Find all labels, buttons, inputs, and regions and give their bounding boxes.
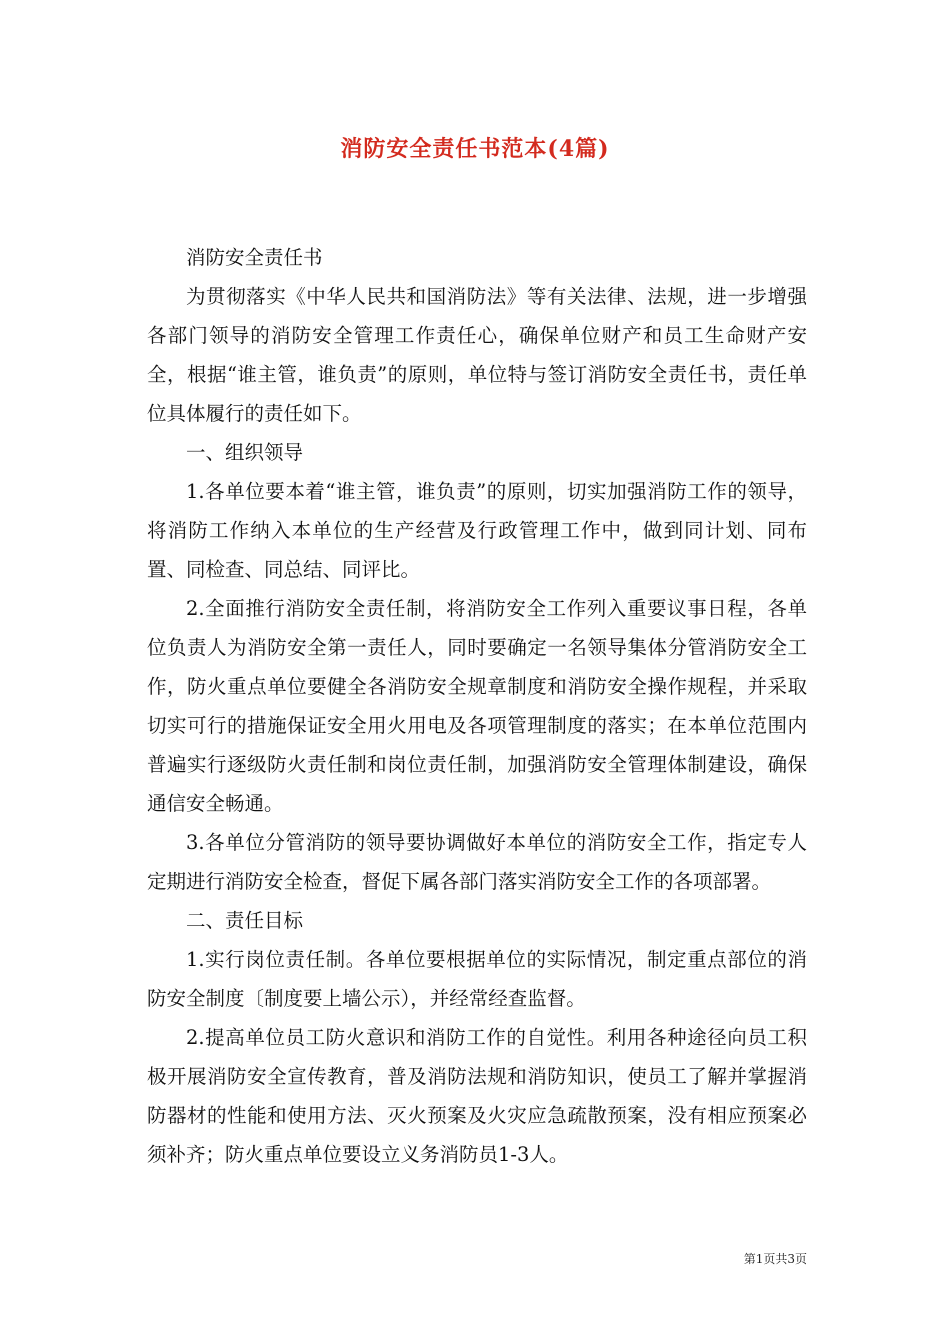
page-number: 第1页共3页 — [743, 1252, 807, 1266]
paragraph-item-2-1: 1.实行岗位责任制。各单位要根据单位的实际情况，制定重点部位的消防安全制度〔制度要上墙公示），并经常经查监督。 — [147, 948, 807, 1010]
heading-organization-leadership: 一、组织领导 — [186, 441, 304, 464]
paragraph-item-1-1: 1.各单位要本着“谁主管，谁负责”的原则，切实加强消防工作的领导，将消防工作纳入本单位的生产经营及行政管理工作中，做到同计划、同布置、同检查、同总结、同评比。 — [147, 480, 807, 581]
paragraph-item-1-3: 3.各单位分管消防的领导要协调做好本单位的消防安全工作，指定专人定期进行消防安全检查，督促下属各部门落实消防安全工作的各项部署。 — [147, 831, 807, 893]
paragraph-section-title: 消防安全责任书 — [186, 246, 323, 269]
paragraph-item-1-2: 2.全面推行消防安全责任制，将消防安全工作列入重要议事日程，各单位负责人为消防安全第一责任人，同时要确定一名领导集体分管消防安全工作，防火重点单位要健全各消防安全规章制度和消防安全操作规程，并采取切实可行的措施保证安全用火用电及各项管理制度的落实；在本单位范围内普遍实行逐级防火责任制和岗位责任制，加强消防安全管理体制建设，确保通信安全畅通。 — [147, 597, 807, 815]
paragraph-item-2-2: 2.提高单位员工防火意识和消防工作的自觉性。利用各种途径向员工积极开展消防安全宣传教育，普及消防法规和消防知识，使员工了解并掌握消防器材的性能和使用方法、灭火预案及火灾应急疏散预案，没有相应预案必须补齐；防火重点单位要设立义务消防员1-3人。 — [147, 1026, 807, 1166]
paragraph-intro: 为贯彻落实《中华人民共和国消防法》等有关法律、法规，进一步增强各部门领导的消防安全管理工作责任心，确保单位财产和员工生命财产安全，根据“谁主管，谁负责”的原则，单位特与签订消防安全责任书，责任单位具体履行的责任如下。 — [147, 285, 807, 425]
document-title: 消防安全责任书范本(4篇) — [340, 136, 610, 162]
heading-responsibility-goals: 二、责任目标 — [186, 909, 304, 932]
document-body — [147, 238, 807, 1174]
